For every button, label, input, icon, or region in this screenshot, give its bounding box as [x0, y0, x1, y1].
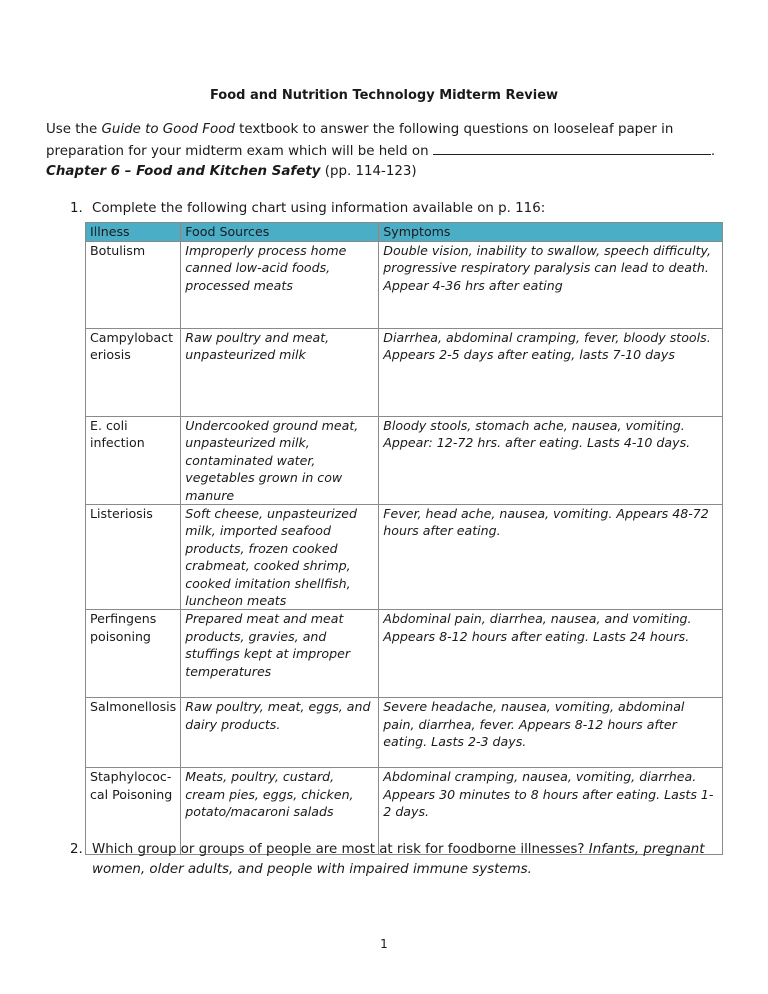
- illness-cell: Campylobact eriosis: [86, 329, 181, 417]
- symptoms-cell: Bloody stools, stomach ache, nausea, vomiting. Appear: 12-72 hrs. after eating. Lasts 4-10 days.: [379, 417, 723, 505]
- question-1: [70, 201, 545, 216]
- table-row: [86, 698, 723, 768]
- sources-cell: Meats, poultry, custard, cream pies, eggs, chicken, potato/macaroni salads: [181, 768, 379, 855]
- symptoms-cell: Severe headache, nausea, vomiting, abdominal pain, diarrhea, fever. Appears 8-12 hours after eating. Lasts 2-3 days.: [379, 698, 723, 768]
- symptoms-cell: Fever, head ache, nausea, vomiting. Appears 48-72 hours after eating.: [379, 505, 723, 610]
- sources-cell: Raw poultry and meat, unpasteurized milk: [181, 329, 379, 417]
- illness-cell: Staphylococ- cal Poisoning: [86, 768, 181, 855]
- table-row: [86, 417, 723, 505]
- chapter-heading: [46, 164, 417, 179]
- illness-cell: Listeriosis: [86, 505, 181, 610]
- illness-cell: Salmonellosis: [86, 698, 181, 768]
- table-row: [86, 505, 723, 610]
- sources-cell: Soft cheese, unpasteurized milk, imported seafood products, frozen cooked crabmeat, cooked shrimp, cooked imitation shellfish, luncheon meats: [181, 505, 379, 610]
- table-header-row: [86, 223, 723, 242]
- chapter-pages: (pp. 114-123): [320, 164, 417, 179]
- symptoms-cell: Abdominal cramping, nausea, vomiting, diarrhea. Appears 30 minutes to 8 hours after eating. Lasts 1-2 days.: [379, 768, 723, 855]
- question-number: 2.: [70, 842, 83, 857]
- book-title: Guide to Good Food: [101, 122, 235, 137]
- header-food-sources: Food Sources: [181, 223, 379, 242]
- table-row: [86, 329, 723, 417]
- illness-cell: Perfingens poisoning: [86, 610, 181, 698]
- question-number: 1.: [70, 201, 83, 216]
- intro-suffix: textbook to answer the following questions on looseleaf paper in preparation for your midterm exam which will be held on: [46, 122, 674, 159]
- intro-prefix: Use the: [46, 122, 102, 137]
- illness-cell: E. coli infection: [86, 417, 181, 505]
- sources-cell: Prepared meat and meat products, gravies, and stuffings kept at improper temperatures: [181, 610, 379, 698]
- header-illness: Illness: [86, 223, 181, 242]
- table-row: [86, 610, 723, 698]
- question-2: [70, 840, 730, 880]
- question-answer: Infants, pregnant women, older adults, and people with impaired immune systems.: [92, 842, 705, 877]
- question-text: Complete the following chart using information available on p. 116:: [92, 201, 546, 216]
- symptoms-cell: Diarrhea, abdominal cramping, fever, bloody stools. Appears 2-5 days after eating, lasts 7-10 days: [379, 329, 723, 417]
- question-text: Which group or groups of people are most at risk for foodborne illnesses?: [92, 842, 589, 857]
- intro-paragraph: [46, 120, 726, 162]
- sources-cell: Undercooked ground meat, unpasteurized milk, contaminated water, vegetables grown in cow manure: [181, 417, 379, 505]
- page-title: Food and Nutrition Technology Midterm Review: [209, 88, 559, 103]
- sources-cell: Improperly process home canned low-acid foods, processed meats: [181, 242, 379, 329]
- foodborne-illness-table: [85, 222, 723, 855]
- page-number: 1: [380, 937, 388, 951]
- intro-end: .: [710, 144, 716, 159]
- sources-cell: Raw poultry, meat, eggs, and dairy products.: [181, 698, 379, 768]
- exam-date-blank: [433, 140, 711, 155]
- symptoms-cell: Abdominal pain, diarrhea, nausea, and vomiting. Appears 8-12 hours after eating. Lasts 24 hours.: [379, 610, 723, 698]
- illness-cell: Botulism: [86, 242, 181, 329]
- table-row: [86, 242, 723, 329]
- chapter-title: Chapter 6 – Food and Kitchen Safety: [46, 164, 321, 179]
- header-symptoms: Symptoms: [379, 223, 723, 242]
- symptoms-cell: Double vision, inability to swallow, speech difficulty, progressive respiratory paralysis can lead to death. Appear 4-36 hrs after eating: [379, 242, 723, 329]
